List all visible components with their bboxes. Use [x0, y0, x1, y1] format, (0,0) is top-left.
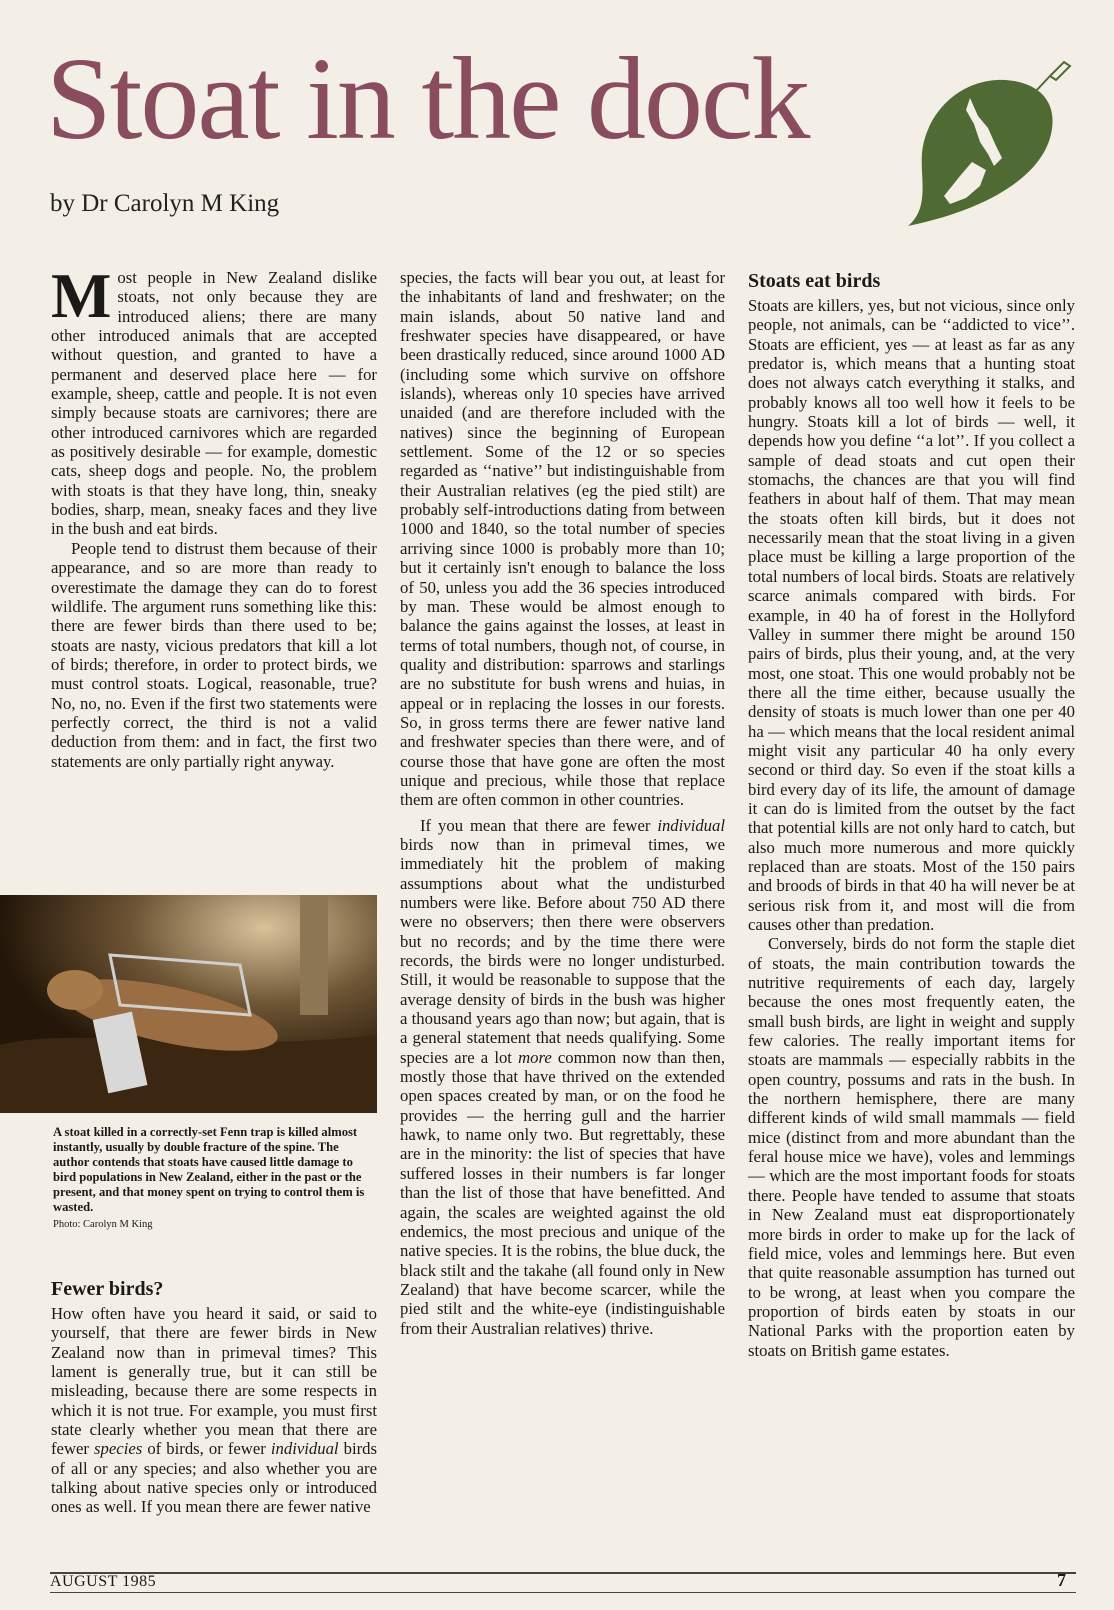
paragraph [400, 816, 725, 1338]
subheading-fewer-birds: Fewer birds? [51, 1278, 164, 1300]
paragraph: People tend to distrust them because of their appearance, and so are more than ready to overestimate the damage they can do to forest wildlife. The argument runs something like this: there are fewer birds than there used to be; stoats are nasty, vicious predators that kill a lot of birds; therefore, in order to protect birds, we must control stoats. Logical, reasonable, true? No, no, no. Even if the first two statements were perfectly correct, the third is not a valid deduction from them: and in fact, the first two statements are only partially right anyway. [51, 538, 377, 771]
text-run: How often have you heard it said, or said to yourself, that there are fewer birds in New Zealand now than in primeval times? This lament is generally true, but it can still be misleading, because there are some respects in which it is not true. For example, you must first state clearly whether you mean that there are fewer [51, 1304, 377, 1459]
article-title: Stoat in the dock [46, 33, 809, 164]
paragraph-text: ost people in New Zealand dislike stoats, not only because they are introduced aliens; there are many other introduced animals that are accepted without question, and granted to have a permanent and deserved place here — for example, sheep, cattle and people. It is not even simply because stoats are carnivores; there are other introduced carnivores which are regarded as positively desirable — for example, domestic cats, sheep dogs and people. No, the problem with stoats is that they have long, thin, sneaky bodies, sharp, mean, sneaky faces and they live in the bush and eat birds. [51, 268, 377, 539]
footer-rule [50, 1572, 1076, 1574]
column-2 [400, 268, 725, 1338]
drop-cap: M [51, 260, 112, 331]
subheading-stoats-eat-birds: Stoats eat birds [748, 270, 881, 292]
text-run: If you mean that there are fewer [420, 815, 658, 835]
text-run: common now than then, mostly those that have thrived on the extended open spaces created by man, or on the food he provides — the herring gull and the harrier hawk, to name only two. But regrettably, these are in the minority: the list of species that have suffered losses in their numbers is far longer than the list of those that have benefitted. And again, the scales are weighted against the old endemics, the most precious and unique of the native species. It is the robins, the blue duck, the black stilt and the takahe (all found only in New Zealand) that have become scarcer, while the pied stilt and the white-eye (indistinguishable from their Australian relatives) thrive. [400, 1047, 725, 1338]
emphasis: species [94, 1439, 143, 1459]
page-number: 7 [1057, 1570, 1066, 1590]
photo-credit: Photo: Carolyn M King [53, 1219, 153, 1230]
text-run: birds now than in primeval times, we immediately hit the problem of making assumptions about what the undisturbed numbers were like. Before about 750 AD there were no observers; then there were observers but no records; and by the time there were records, the birds were no longer undisturbed. Still, it would be reasonable to suppose that the average density of birds in the bush was higher a thousand years ago than now; but again, that is a general statement that needs qualifying. Some species are a lot [400, 834, 725, 1067]
paragraph: Conversely, birds do not form the staple diet of stoats, the main contribution towards the nutritive requirements of each day, largely because the ones most frequently eaten, the small bush birds, are light in weight and supply few calories. The really important items for stoats are mammals — especially rabbits in the open country, possums and rats in the bush. In the northern hemisphere, there are many different kinds of wild small mammals — field mice (distinct from and more abundant than the feral house mice we have), voles and lemmings — which are the most important foods for stoats there. People have tended to assume that stoats in New Zealand must eat disproportionately more birds in order to make up for the lack of field mice, voles and lemmings here. But even that quite reasonable assumption has turned out to be wrong, at least when you compare the proportion of birds eaten by stoats in our National Parks with the proportion eaten by stoats on British game estates. [748, 934, 1075, 1360]
emphasis: individual [657, 815, 725, 835]
paragraph [51, 1304, 377, 1517]
emphasis: more [518, 1047, 552, 1067]
leaf-map-logo [900, 58, 1080, 230]
paragraph: species, the facts will bear you out, at least for the inhabitants of land and freshwater; on the main islands, about 50 native land and freshwater species have disappeared, or have been drastically reduced, since around 1000 AD (including some which survive on offshore islands), whereas only 10 species have arrived unaided (and are therefore included with the natives) since the beginning of European settlement. Some of the 12 or so species regarded as ‘‘native’’ but indistinguishable from their Australian relatives (eg the pied stilt) are probably self-introductions dating from between 1000 and 1840, so the total number of species arriving since 1000 is probably more than 10; but it certainly isn't enough to balance the loss of 50, unless you add the 36 species introduced by man. These would be almost enough to balance the gains against the losses, at least in terms of total numbers, though not, of course, in quality and distribution: sparrows and starlings are no substitute for bush wrens and huias, in appeal or in replacing the losses in our forests. So, in gross terms there are fewer native land and freshwater species than there were, and of course those that have gone are often the most unique and precious, while those that replace them are often common in other countries. [400, 268, 725, 810]
byline: by Dr Carolyn M King [50, 190, 280, 217]
caption-text: A stoat killed in a correctly-set Fenn trap is killed almost instantly, usually by double fracture of the spine. The author contends that stoats have caused little damage to bird populations in New Zealand, either in the past or the present, and that money spent on trying to control them is wasted. [53, 1125, 365, 1214]
text-run: of birds, or fewer [142, 1439, 271, 1459]
photo-caption [53, 1125, 377, 1232]
text-run: birds of all or any species; and also whether you are talking about native species only or introduced ones as well. If you mean there are fewer native [51, 1439, 377, 1517]
emphasis: individual [270, 1439, 339, 1459]
paragraph [51, 260, 377, 539]
column-3 [748, 268, 1075, 1360]
column-1-bottom [51, 1276, 377, 1517]
photo-illustration [0, 895, 377, 1113]
paragraph: Stoats are killers, yes, but not vicious, since only people, not animals, can be ‘‘addicted to vice’’. Stoats are efficient, yes — at least as far as any predator is, which means that a hunting stoat does not always catch everything it stalks, and probably knows all too well how it feels to be hungry. Stoats kill a lot of birds — well, it depends how you define ‘‘a lot’’. If you collect a sample of dead stoats and cut open their stomachs, the chances are that you will find feathers in about half of them. That may mean the stoats often kill birds, but it does not necessarily mean that the stoat living in a given place must be killing a large proportion of the total numbers of local birds. Stoats are relatively scarce animals compared with birds. For example, in 40 ha of forest in the Hollyford Valley in summer there might be around 150 pairs of birds, plus their young, and, at the very most, one stoat. This one would probably not be there all the time either, because usually the density of stoats is much lower than one per 40 ha — which means that the local resident animal might visit any particular 40 ha only every second or third day. So even if the stoat kills a bird every day of its life, the amount of damage it can do is limited from the outset by the fact that potential kills are not only hard to catch, but also much more numerous and more quickly replaced than are stoats. Most of the 150 pairs and broods of birds in that 40 ha will never be at serious risk from it, and most will die from causes other than predation. [748, 296, 1075, 934]
footer-rule-lower [50, 1592, 1076, 1593]
column-1 [51, 260, 377, 771]
issue-date: AUGUST 1985 [50, 1573, 157, 1590]
stoat-trap-photo [0, 895, 377, 1113]
